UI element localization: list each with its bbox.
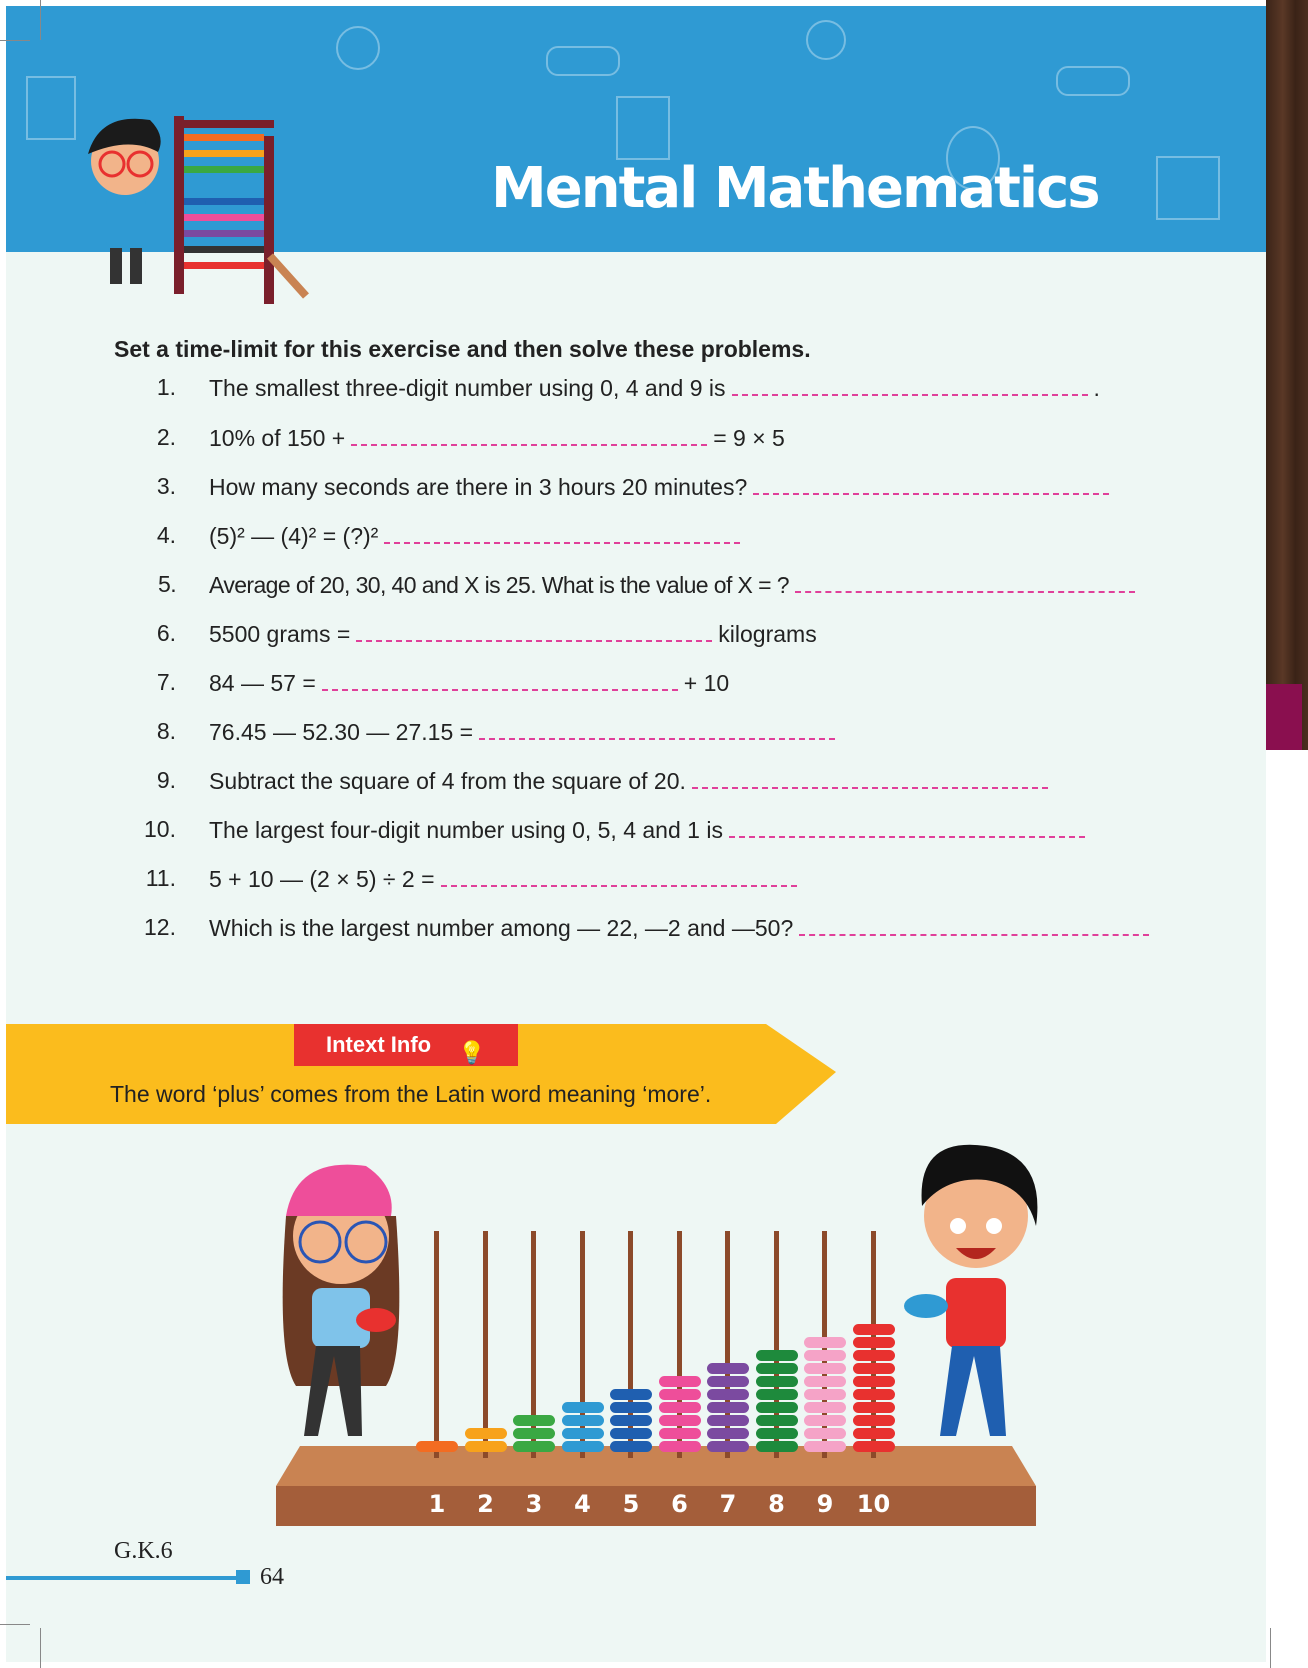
- page-tab-marker: [1266, 684, 1302, 750]
- cloud-doodle-2: [1056, 66, 1130, 96]
- answer-blank[interactable]: [441, 865, 797, 887]
- question-text: 5500 grams =: [209, 621, 351, 647]
- abacus-number-label: 6: [671, 1490, 688, 1518]
- question-number: 4.: [156, 522, 176, 548]
- boy-illustration: [886, 1136, 1056, 1456]
- abacus-ring: [804, 1441, 846, 1452]
- abacus-ring: [804, 1389, 846, 1400]
- answer-blank[interactable]: [351, 424, 707, 446]
- house-doodle: [26, 76, 76, 140]
- abacus-ring: [707, 1389, 749, 1400]
- page: [6, 6, 1266, 1662]
- abacus-ring: [562, 1428, 604, 1439]
- answer-blank[interactable]: [729, 816, 1085, 838]
- answer-blank[interactable]: [356, 620, 712, 642]
- instruction-text: Set a time-limit for this exercise and then solve these problems.: [114, 336, 811, 362]
- abacus-ring: [804, 1415, 846, 1426]
- abacus-number-label: 3: [525, 1490, 543, 1518]
- boy-with-abacus-illustration: [70, 106, 320, 306]
- question-text: 84 — 57 =: [209, 670, 316, 696]
- house-doodle-3: [1156, 156, 1220, 220]
- abacus-ring: [756, 1363, 798, 1374]
- abacus-ring: [513, 1441, 555, 1452]
- abacus-number-label: 5: [622, 1490, 640, 1518]
- abacus-ring: [610, 1428, 652, 1439]
- intext-label-text: Intext Info: [326, 1032, 432, 1057]
- abacus-ring: [513, 1428, 555, 1439]
- abacus-ring: [659, 1389, 701, 1400]
- question-suffix: = 9 × 5: [713, 425, 785, 451]
- abacus-ring: [707, 1376, 749, 1387]
- house-doodle-2: [616, 96, 670, 160]
- question-suffix: kilograms: [718, 621, 817, 647]
- abacus-number-label: 9: [816, 1490, 834, 1518]
- page-number: 64: [260, 1564, 284, 1590]
- crop-mark: [40, 1628, 41, 1668]
- abacus-ring: [610, 1389, 652, 1400]
- abacus-ring: [659, 1415, 701, 1426]
- abacus-ring: [707, 1402, 749, 1413]
- abacus-ring: [659, 1428, 701, 1439]
- abacus-ring: [756, 1402, 798, 1413]
- question-number: 5.: [158, 571, 176, 597]
- abacus-ring: [804, 1428, 846, 1439]
- light-bulb-icon: 💡: [458, 1040, 486, 1065]
- answer-blank[interactable]: [795, 571, 1135, 593]
- answer-blank[interactable]: [692, 767, 1048, 789]
- question-text: 76.45 — 52.30 — 27.15 =: [209, 719, 474, 745]
- question-text: Which is the largest number among — 22, —2 and —50?: [209, 915, 794, 941]
- abacus-ring: [513, 1415, 555, 1426]
- abacus-ring: [756, 1376, 798, 1387]
- question-text: Average of 20, 30, 40 and X is 25. What is the value of X = ?: [209, 572, 789, 598]
- book-code: G.K.6: [114, 1538, 173, 1564]
- abacus-ring: [756, 1428, 798, 1439]
- question-number: 9.: [156, 767, 176, 793]
- abacus-rod: [434, 1231, 439, 1458]
- page-title: Mental Mathematics: [491, 156, 1099, 221]
- abacus-ring: [610, 1415, 652, 1426]
- question-suffix: .: [1093, 375, 1100, 401]
- question-number: 1.: [156, 374, 176, 400]
- abacus-ring: [756, 1389, 798, 1400]
- cloud-doodle: [546, 46, 620, 76]
- abacus-number-label: 1: [428, 1490, 446, 1518]
- crop-mark: [1270, 1628, 1271, 1668]
- answer-blank[interactable]: [322, 669, 678, 691]
- question-number: 12.: [144, 914, 176, 940]
- abacus-ring: [562, 1415, 604, 1426]
- crop-mark: [0, 40, 30, 41]
- abacus-ring: [804, 1337, 846, 1348]
- abacus-number-label: 7: [719, 1490, 737, 1518]
- intext-info-text: The word ‘plus’ comes from the Latin word meaning ‘more’.: [110, 1081, 712, 1107]
- question-text: How many seconds are there in 3 hours 20 minutes?: [209, 474, 748, 500]
- footer-rule: [6, 1576, 236, 1580]
- abacus-number-label: 10: [856, 1490, 891, 1518]
- question-text: Subtract the square of 4 from the square of 20.: [209, 768, 686, 794]
- abacus-ring: [465, 1428, 507, 1439]
- abacus-ring: [707, 1441, 749, 1452]
- girl-illustration: [256, 1156, 426, 1456]
- question-number: 7.: [156, 669, 176, 695]
- crop-mark: [40, 0, 41, 40]
- abacus-ring: [756, 1441, 798, 1452]
- balloon-doodle-2: [806, 20, 846, 60]
- abacus-ring: [562, 1441, 604, 1452]
- abacus-ring: [707, 1428, 749, 1439]
- question-text: 5 + 10 — (2 × 5) ÷ 2 =: [209, 866, 435, 892]
- abacus-ring: [756, 1350, 798, 1361]
- abacus-ring: [804, 1376, 846, 1387]
- balloon-doodle: [336, 26, 380, 70]
- answer-blank[interactable]: [384, 522, 740, 544]
- abacus-base: [276, 1486, 1036, 1526]
- answer-blank[interactable]: [732, 374, 1088, 396]
- answer-blank[interactable]: [753, 473, 1109, 495]
- abacus-ring: [562, 1402, 604, 1413]
- footer-square-marker: [236, 1570, 250, 1584]
- crop-mark: [0, 1624, 30, 1625]
- abacus-number-label: 2: [477, 1490, 494, 1518]
- abacus-ring: [804, 1350, 846, 1361]
- abacus-ring: [756, 1415, 798, 1426]
- abacus-number-label: 8: [768, 1490, 785, 1518]
- question-text: The largest four-digit number using 0, 5, 4 and 1 is: [209, 817, 723, 843]
- wood-edge: [1266, 0, 1308, 750]
- answer-blank[interactable]: [799, 914, 1149, 936]
- question-number: 8.: [156, 718, 176, 744]
- abacus-ring: [610, 1441, 652, 1452]
- abacus-rod: [483, 1231, 488, 1458]
- abacus-ring: [707, 1363, 749, 1374]
- abacus-ring: [659, 1402, 701, 1413]
- question-number: 3.: [156, 473, 176, 499]
- question-text: 10% of 150 +: [209, 425, 346, 451]
- question-number: 10.: [144, 816, 176, 842]
- abacus-ring: [804, 1402, 846, 1413]
- abacus-ring: [416, 1441, 458, 1452]
- abacus-ring: [659, 1441, 701, 1452]
- question-text: The smallest three-digit number using 0, 4 and 9 is: [209, 375, 726, 401]
- abacus-ring: [465, 1441, 507, 1452]
- abacus-ring: [610, 1402, 652, 1413]
- abacus-ring: [707, 1415, 749, 1426]
- question-number: 6.: [156, 620, 176, 646]
- answer-blank[interactable]: [479, 718, 835, 740]
- abacus-number-label: 4: [574, 1490, 591, 1518]
- question-suffix: + 10: [683, 670, 730, 696]
- question-number: 2.: [156, 424, 176, 450]
- intext-info-label: [294, 1024, 518, 1066]
- abacus-ring: [659, 1376, 701, 1387]
- abacus-ring: [804, 1363, 846, 1374]
- question-text: (5)² — (4)² = (?)²: [209, 523, 379, 549]
- question-number: 11.: [145, 865, 176, 891]
